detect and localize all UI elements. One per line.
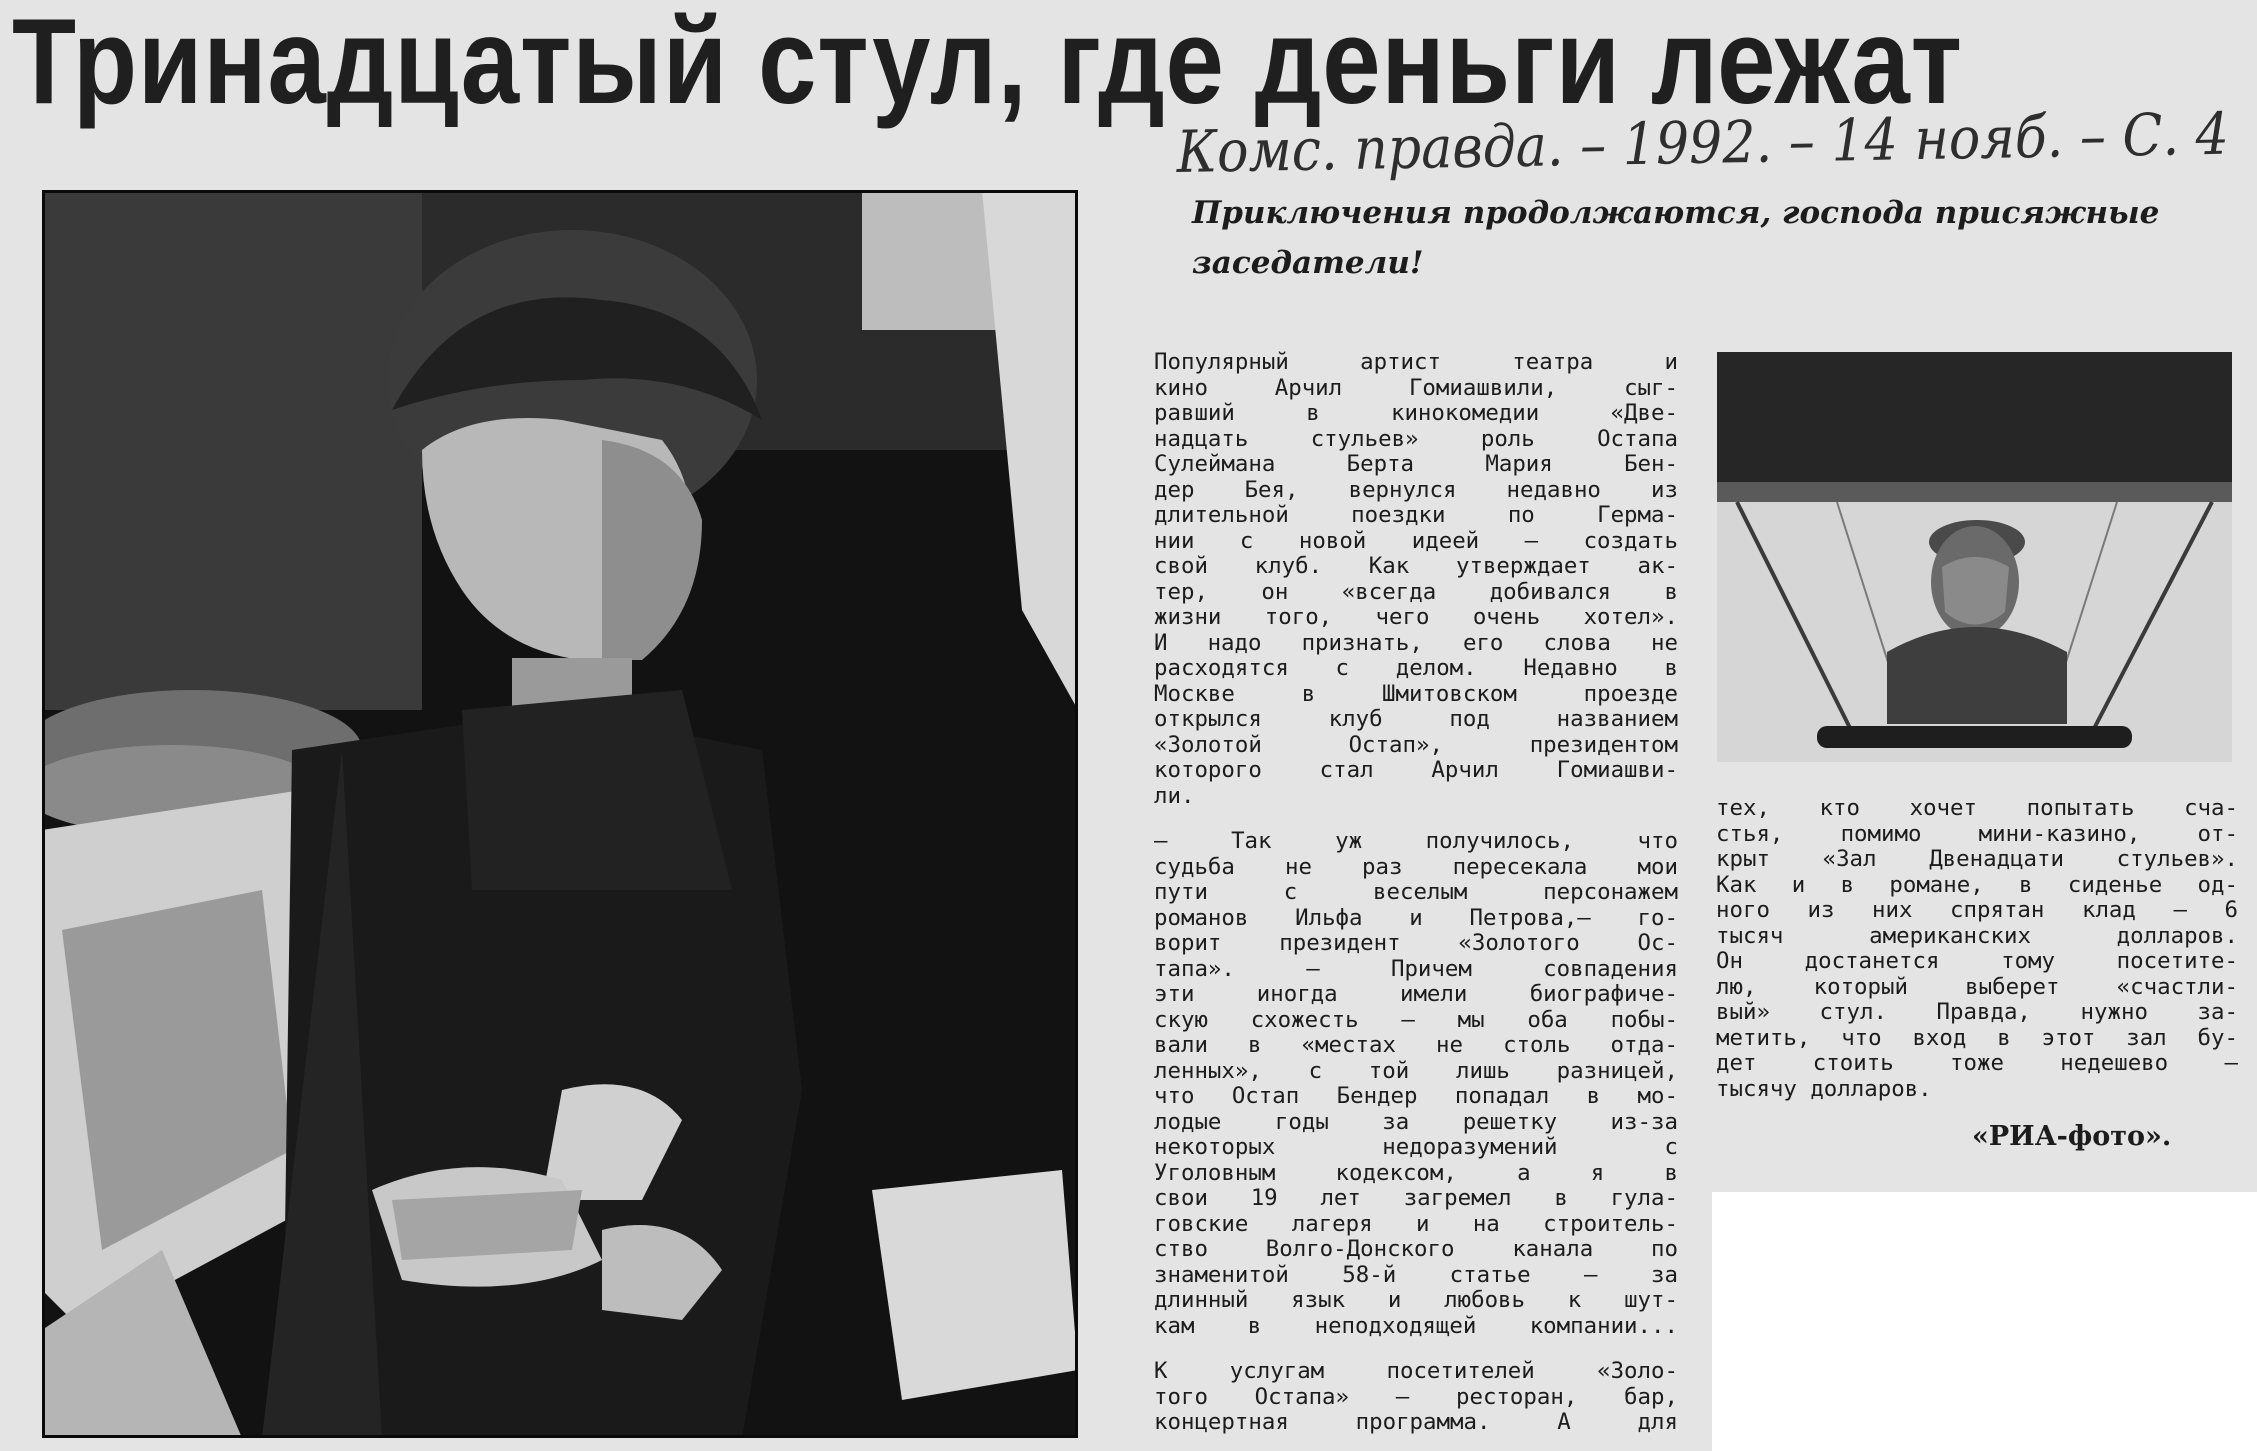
article-line: кам в неподходящей компании... — [1154, 1312, 1678, 1339]
article-line: длинный язык и любовь к шут- — [1154, 1287, 1678, 1313]
article-line: кино Арчил Гомиашвили, сыг- — [1154, 374, 1678, 401]
article-line: открылся клуб под названием — [1154, 706, 1678, 732]
article-line: вали в «местах не столь отда- — [1154, 1032, 1678, 1058]
article-line: эти иногда имели биографиче- — [1154, 981, 1678, 1007]
article-line: Популярный артист театра и — [1154, 349, 1678, 375]
article-line: крыт «Зал Двенадцати стульев». — [1716, 846, 2238, 872]
article-line: — Так уж получилось, что — [1154, 828, 1678, 854]
article-line: метить, что вход в этот зал бу- — [1716, 1024, 2238, 1051]
article-line: ство Волго-Донского канала по — [1154, 1236, 1678, 1262]
photo-credit: «РИА-фото». — [1972, 1121, 2172, 1152]
handwritten-source-note: Комс. правда. – 1992. – 14 нояб. – С. 4 — [1176, 99, 2230, 186]
article-line: надцать стульев» роль Остапа — [1154, 425, 1678, 452]
article-line: Сулеймана Берта Мария Бен- — [1154, 451, 1678, 477]
main-photo-image — [42, 190, 1078, 1438]
article-line: стья, помимо мини-казино, от- — [1716, 820, 2238, 847]
article-line: романов Ильфа и Петрова,— го- — [1154, 904, 1678, 931]
article-column-right — [1716, 796, 2238, 1102]
article-line: нии с новой идеей — создать — [1154, 527, 1678, 554]
article-line: ворит президент «Золотого Ос- — [1154, 930, 1678, 956]
article-line: ного из них спрятан клад — 6 — [1716, 897, 2238, 923]
article-line: лю, который выберет «счастли- — [1716, 973, 2238, 1000]
article-line: некоторых недоразумений с — [1154, 1134, 1678, 1160]
article-line: что Остап Бендер попадал в мо- — [1154, 1083, 1678, 1109]
article-line: «Золотой Остап», президентом — [1154, 731, 1678, 758]
article-line: тысячу долларов. — [1716, 1075, 1932, 1102]
article-line: тапа». — Причем совпадения — [1154, 955, 1678, 982]
article-line: тер, он «всегда добивался в — [1154, 578, 1678, 605]
article-line: равший в кинокомедии «Две- — [1154, 400, 1678, 426]
article-line: лодые годы за решетку из-за — [1154, 1108, 1678, 1135]
article-line: пути с веселым персонажем — [1154, 879, 1678, 905]
article-line: жизни того, чего очень хотел». — [1154, 604, 1678, 630]
article-line: дет стоить тоже недешево — — [1716, 1050, 2238, 1076]
article-line: которого стал Арчил Гомиашви- — [1154, 757, 1678, 783]
article-line: свой клуб. Как утверждает ак- — [1154, 553, 1678, 579]
article-line: свои 19 лет загремел в гула- — [1154, 1185, 1678, 1211]
article-column-left — [1154, 350, 1678, 1436]
article-line: Он достанется тому посетите- — [1716, 948, 2238, 974]
article-line: длительной поездки по Герма- — [1154, 502, 1678, 528]
article-line: судьба не раз пересекала мои — [1154, 853, 1678, 880]
main-photo — [42, 190, 1078, 1438]
article-line: ли. — [1154, 782, 1195, 809]
article-line: дер Бея, вернулся недавно из — [1154, 476, 1678, 503]
article-line: И надо признать, его слова не — [1154, 629, 1678, 656]
headline: Тринадцатый стул, где деньги лежат — [12, 0, 1963, 129]
article-line: тех, кто хочет попытать сча- — [1716, 795, 2238, 821]
bust-photo — [1717, 352, 2232, 762]
article-line: ленных», с той лишь разницей, — [1154, 1057, 1678, 1084]
article-line: расходятся с делом. Недавно в — [1154, 655, 1678, 681]
article-line: знаменитой 58-й статье — за — [1154, 1261, 1678, 1288]
article-line: говские лагеря и на строитель- — [1154, 1210, 1678, 1237]
article-line: Уголовным кодексом, а я в — [1154, 1159, 1678, 1186]
article-line: того Остапа» — ресторан, бар, — [1154, 1383, 1678, 1410]
article-line: концертная программа. А для — [1154, 1409, 1678, 1435]
article-line: К услугам посетителей «Золо- — [1154, 1358, 1678, 1384]
subheadline: Приключения продолжаются, господа присяжные заседатели! — [1192, 195, 2160, 281]
bust-photo-image — [1717, 352, 2232, 762]
article-line: Москве в Шмитовском проезде — [1154, 680, 1678, 707]
article-line: вый» стул. Правда, нужно за- — [1716, 999, 2238, 1025]
article-line: тысяч американских долларов. — [1716, 922, 2238, 949]
article-line: Как и в романе, в сиденье од- — [1716, 871, 2238, 898]
article-line: скую схожесть — мы оба побы- — [1154, 1006, 1678, 1033]
